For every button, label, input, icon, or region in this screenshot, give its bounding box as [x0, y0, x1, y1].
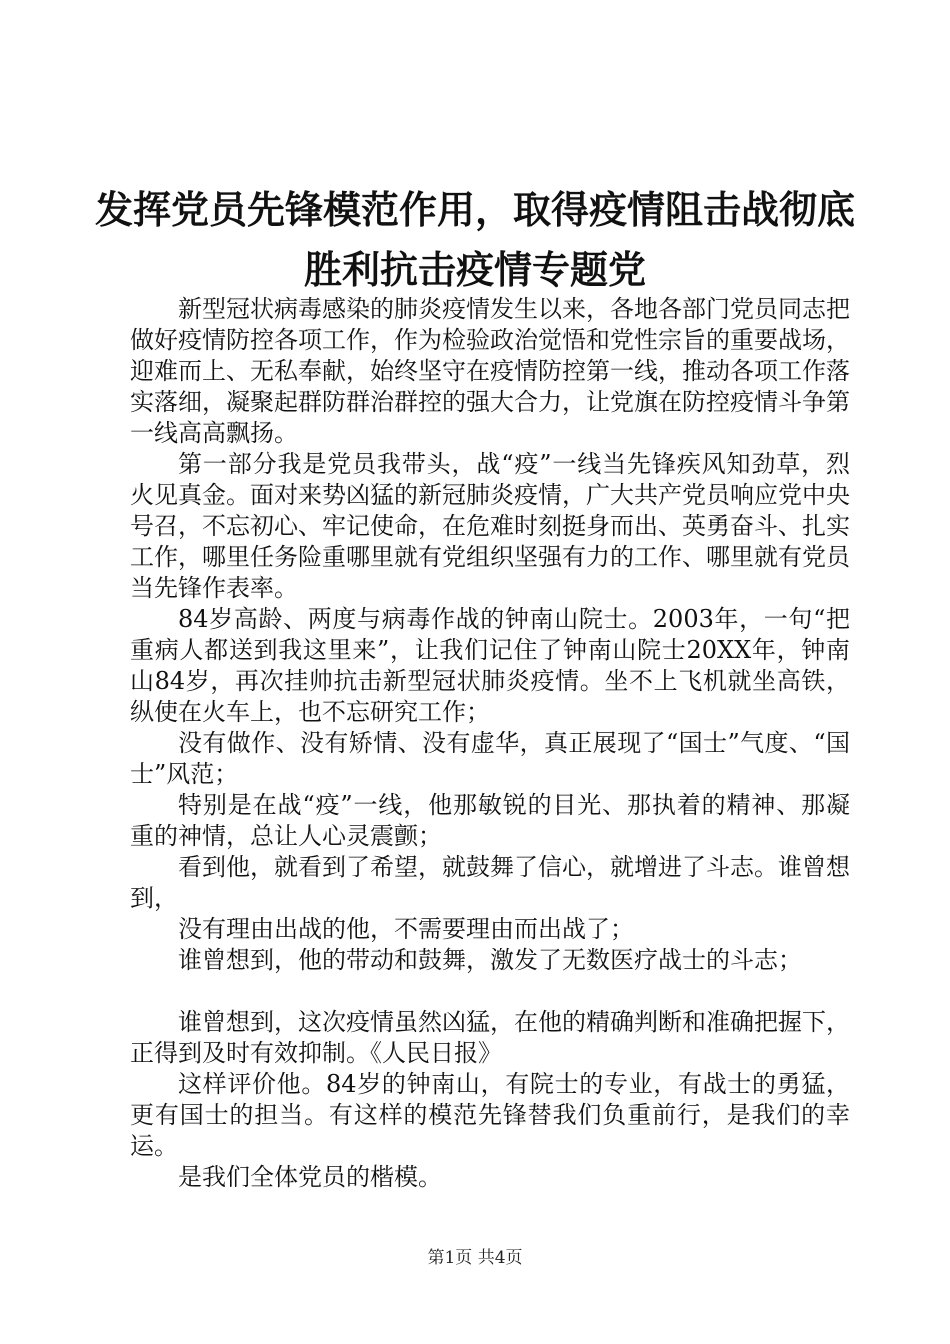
document-body	[130, 294, 850, 1193]
paragraph: 看到他，就看到了希望，就鼓舞了信心，就增进了斗志。谁曾想到，	[130, 853, 850, 912]
paragraph: 没有做作、没有矫情、没有虚华，真正展现了“国士”气度、“国士”风范；	[130, 729, 850, 788]
page-number-footer: 第1页 共4页	[427, 1248, 523, 1268]
paragraph: 第一部分我是党员我带头，战“疫”一线当先锋疾风知劲草，烈火见真金。面对来势凶猛的新冠肺炎疫情，广大共产党员响应党中央号召，不忘初心、牢记使命，在危难时刻挺身而出、英勇奋斗、扎实工作，哪里任务险重哪里就有党组织坚强有力的工作、哪里就有党员当先锋作表率。	[130, 450, 850, 602]
paragraph: 没有理由出战的他，不需要理由而出战了；	[178, 915, 634, 943]
paragraph: 谁曾想到，这次疫情虽然凶猛，在他的精确判断和准确把握下，正得到及时有效抑制。《人民日报》	[130, 1008, 850, 1067]
paragraph: 这样评价他。84岁的钟南山，有院士的专业，有战士的勇猛，更有国士的担当。有这样的模范先锋替我们负重前行，是我们的幸运。	[130, 1070, 850, 1160]
paragraph: 新型冠状病毒感染的肺炎疫情发生以来，各地各部门党员同志把做好疫情防控各项工作，作为检验政治觉悟和党性宗旨的重要战场，迎难而上、无私奉献，始终坚守在疫情防控第一线，推动各项工作落实落细，凝聚起群防群治群控的强大合力，让党旗在防控疫情斗争第一线高高飘扬。	[130, 295, 850, 447]
paragraph: 特别是在战“疫”一线，他那敏锐的目光、那执着的精神、那凝重的神情，总让人心灵震颤；	[130, 791, 850, 850]
paragraph: 84岁高龄、两度与病毒作战的钟南山院士。2003年，一句“把重病人都送到我这里来”，让我们记住了钟南山院士20XX年，钟南山84岁，再次挂帅抗击新型冠状肺炎疫情。坐不上飞机就坐高铁，纵使在火车上，也不忘研究工作；	[130, 605, 850, 726]
paragraph: 谁曾想到，他的带动和鼓舞，激发了无数医疗战士的斗志；	[178, 946, 802, 974]
document-title-line-1: 发挥党员先锋模范作用，取得疫情阻击战彻底	[95, 187, 856, 232]
paragraph: 是我们全体党员的楷模。	[178, 1163, 442, 1191]
document-title-line-2: 胜利抗击疫情专题党	[303, 247, 646, 292]
